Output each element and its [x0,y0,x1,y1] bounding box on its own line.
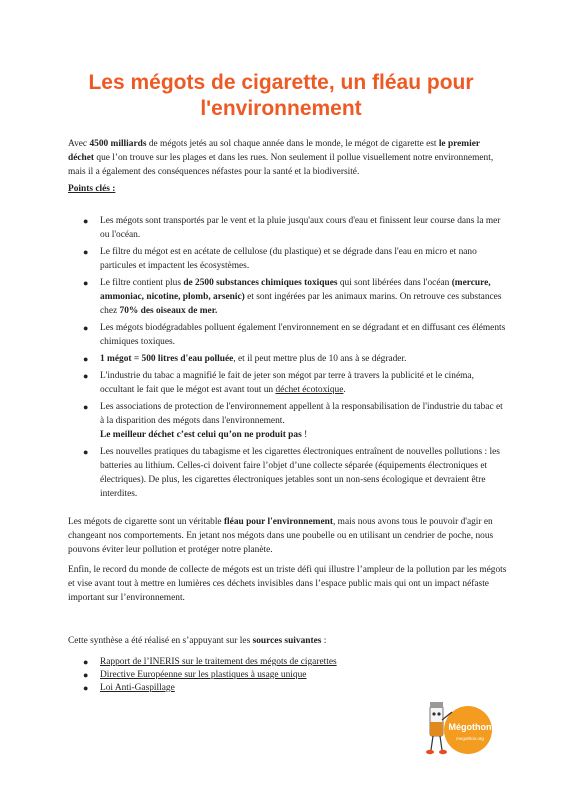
list-item: ● L'industrie du tabac a magnifié le fait de jeter son mégot par terre à travers la publicité et le cinéma, occultant le fait que le mégot est avant tout un déchet écotoxique. [83,371,474,395]
source-item [68,656,508,669]
logo-mascot-shoe-left [426,750,434,754]
list-item: ● Le filtre du mégot est en acétate de cellulose (du plastique) et se dégrade dans l'eau en micro et nano particules et impactent les écosystèmes. [83,247,477,271]
source-link-directive[interactable]: Directive Européenne sur les plastiques à usage unique [100,670,307,680]
bullet-icon: ● [83,216,89,226]
bullet-icon: ● [83,683,89,693]
source-item [68,669,508,682]
megothon-logo [418,692,494,764]
bullet-icon: ● [83,447,89,457]
page-title: Les mégots de cigarette, un fléau pour l'environnement [88,71,474,121]
conclusion-paragraph: Les mégots de cigarette sont un véritable fléau pour l'environnement, mais nous avons tous le pouvoir d'agir en changeant nos comportements. En jetant nos mégots dans une poubelle ou en utilisant un cendrier de poche, nous pouvons éviter leur pollution et protéger notre planète. [68,517,494,555]
bullet-icon: ● [83,278,89,288]
sources-list [68,656,508,695]
bullet-icon: ● [83,657,89,667]
logo-name-text: Mégothon [448,722,492,732]
key-points-list [68,214,508,504]
source-link-loi[interactable]: Loi Anti-Gaspillage [100,683,175,693]
list-item: ● Le filtre contient plus de 2500 substances chimiques toxiques qui sont libérées dans l'océan (mercure, ammoniac, nicotine, plomb, arsenic) et sont ingérées par les animaux marins. On retrouve ces substances chez 70% des oiseaux de mer. [83,278,502,316]
logo-mascot-ash [430,702,443,708]
logo-sub-text: megothon.org [456,736,484,741]
sources-intro: Cette synthèse a été réalisé en s’appuyant sur les sources suivantes : [68,636,327,646]
logo-mascot-leg-left [431,736,433,750]
logo-mascot-filter [430,722,443,736]
list-item: ● Les associations de protection de l'environnement appellent à la responsabilisation de l'industrie du tabac et à la disparition des mégots dans l'environnement. Le meilleur déchet c’est celui qu’on ne produit pas ! [83,402,503,440]
source-link-ineris[interactable]: Rapport de l’INERIS sur le traitement des mégots de cigarettes [100,657,337,667]
intro-paragraph: Avec 4500 milliards de mégots jetés au sol chaque année dans le monde, le mégot de cigarette est le premier déchet que l’on trouve sur les plages et dans les rues. Non seulement il pollue visuellement notre environnement, mais il a également des conséquences néfastes pour la santé et la biodiversité. [68,139,494,177]
list-item: ● 1 mégot = 500 litres d'eau polluée, et il peut mettre plus de 10 ans à se dégrader. [83,354,407,364]
logo-mascot-leg-right [440,736,442,750]
bullet-icon: ● [83,402,89,412]
bullet-icon: ● [83,323,89,333]
bullet-icon: ● [83,371,89,381]
logo-mascot-shoe-right [439,750,447,754]
bullet-icon: ● [83,354,89,364]
logo-mascot-eye-left [432,712,435,715]
bullet-icon: ● [83,670,89,680]
record-paragraph: Enfin, le record du monde de collecte de mégots est un triste défi qui illustre l’ampleur de la pollution par les mégots et vise avant tout à mettre en lumières ces déchets invisibles dans l’espace public mais qui ont un impact néfaste important sur l’environnement. [68,565,507,603]
list-item: ● Les nouvelles pratiques du tabagisme et les cigarettes électroniques entraînent de nouvelles pollutions : les batteries au lithium. Celles-ci doivent faire l’objet d’une collecte séparée (équipements électroniques et électriques). De plus, les cigarettes électroniques jetables sont un non-sens écologique et devraient être interdites. [83,447,500,499]
bullet-icon: ● [83,247,89,257]
list-item: ● Les mégots biodégradables polluent également l'environnement en se dégradant et en diffusant ces éléments chimiques toxiques. [83,323,506,347]
key-points-heading: Points clés : [68,184,116,194]
logo-mascot-eye-right [437,712,440,715]
list-item: ● Les mégots sont transportés par le vent et la pluie jusqu'aux cours d'eau et finissent leur course dans la mer ou l'océan. [83,216,501,240]
